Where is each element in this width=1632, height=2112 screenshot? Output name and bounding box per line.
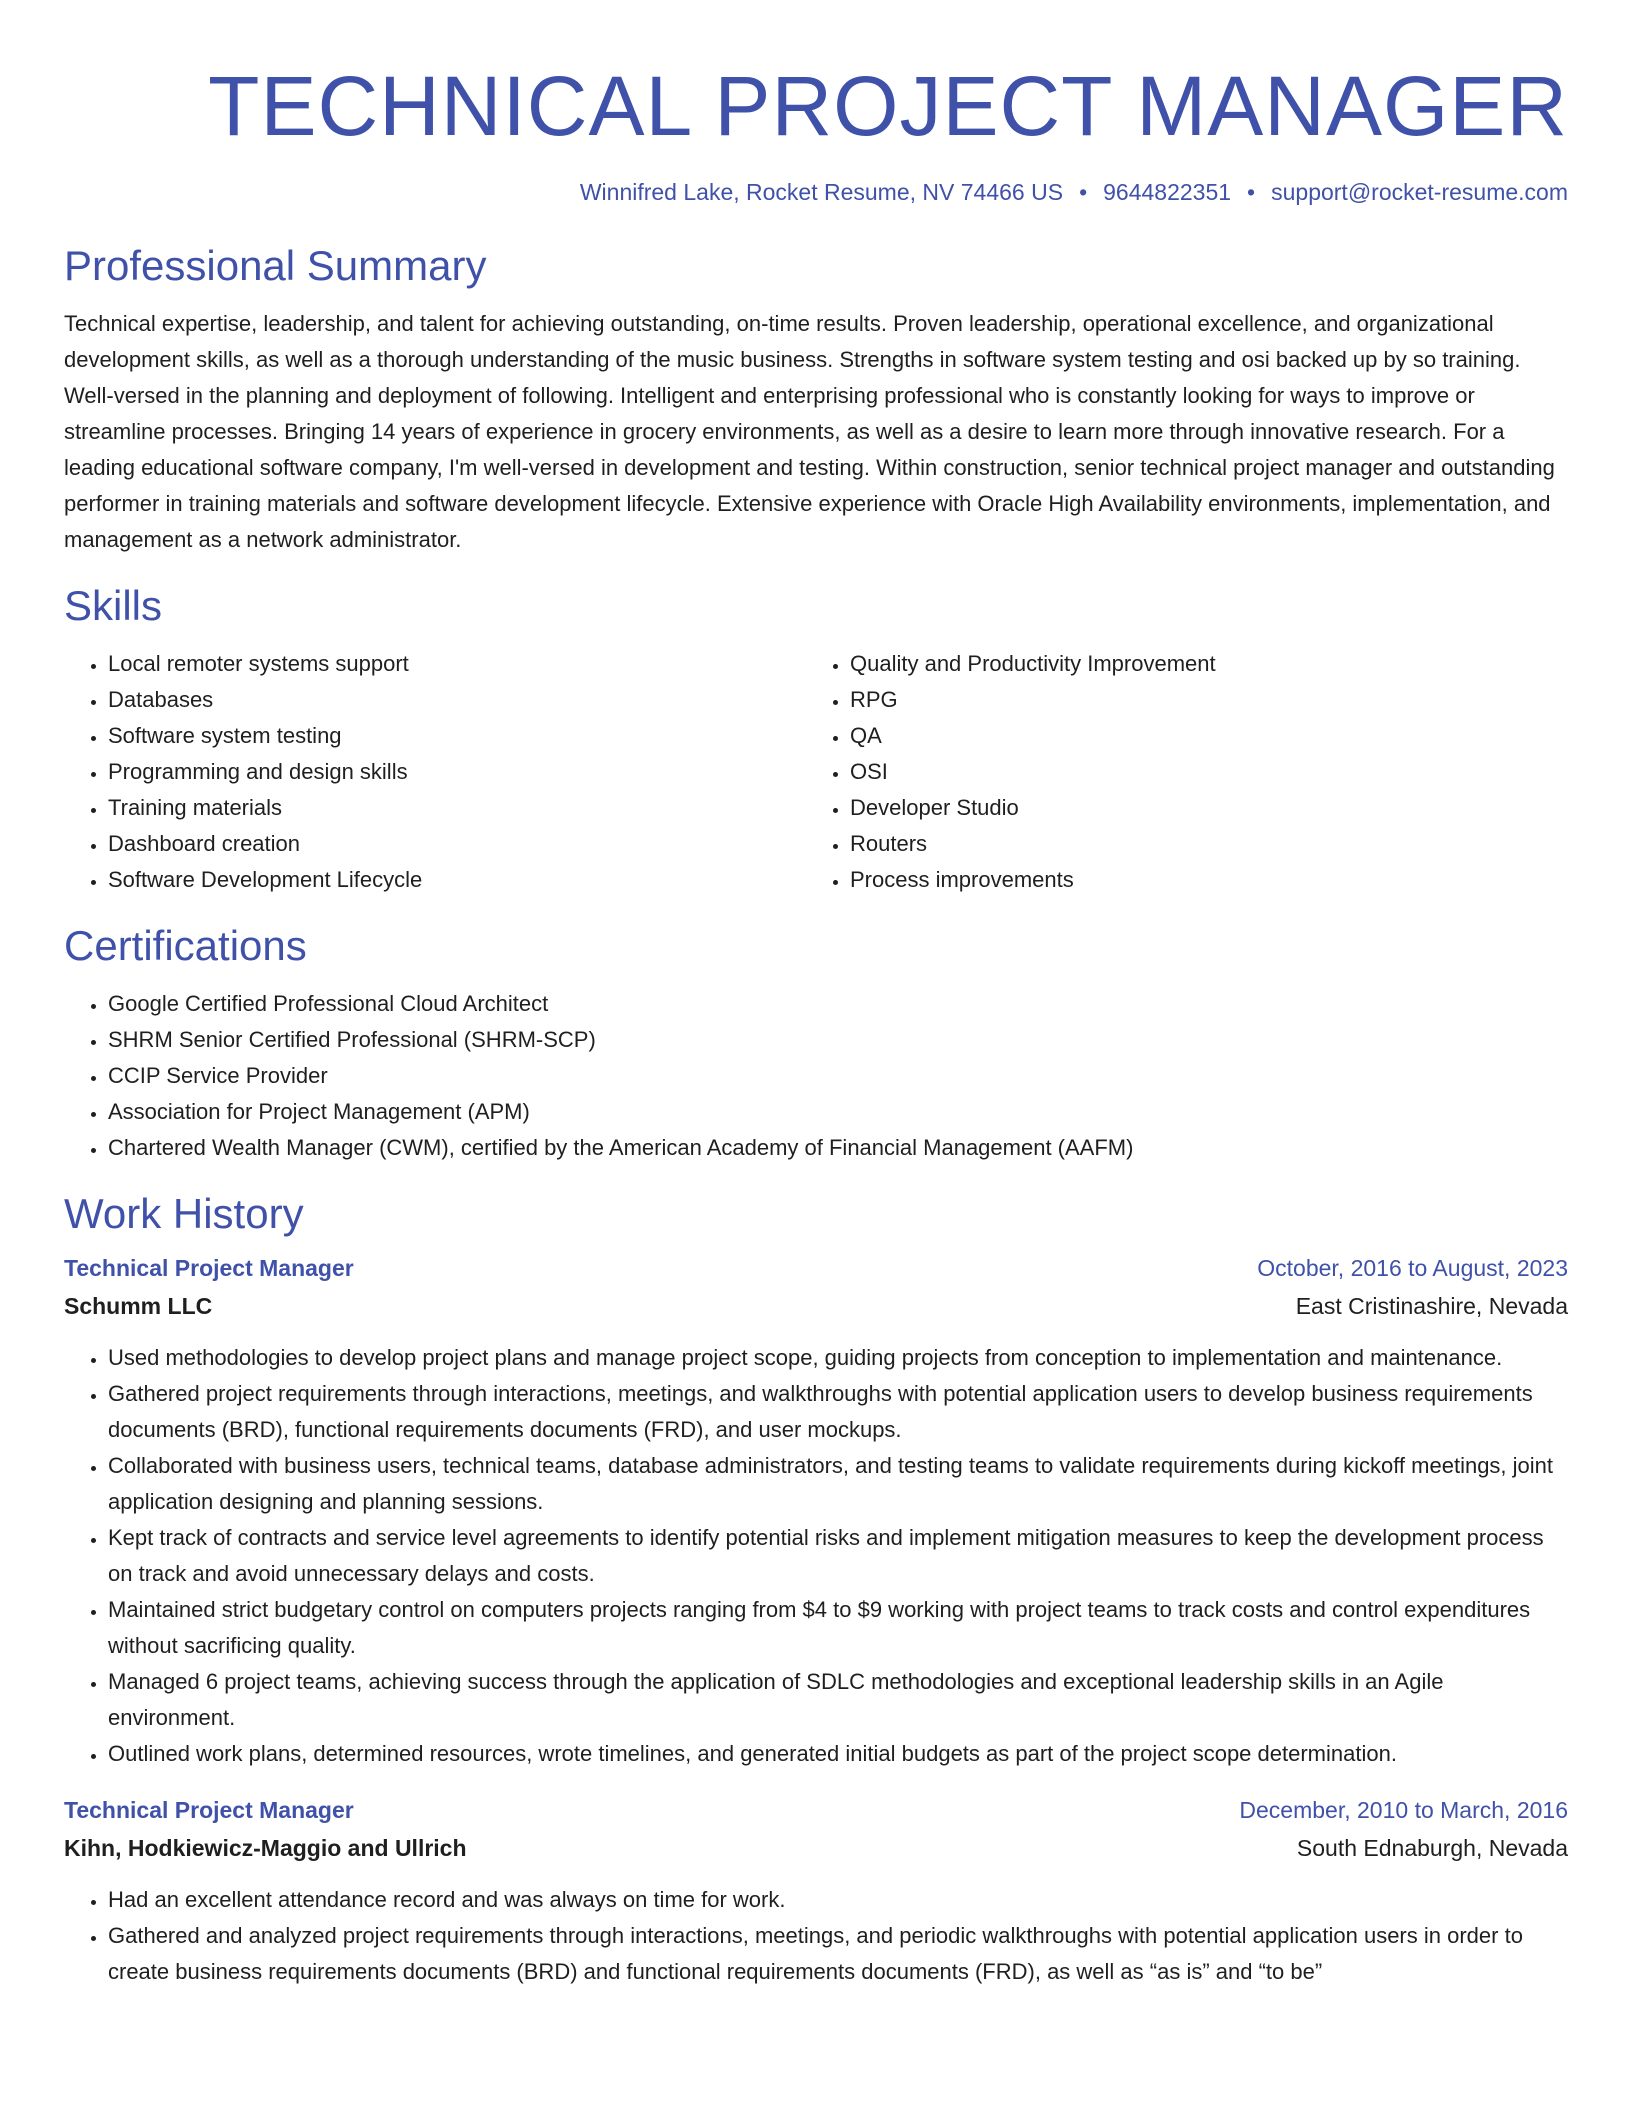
work-history-heading: Work History [64, 1190, 304, 1237]
skill-item: • QA [850, 718, 1548, 754]
resume-title: TECHNICAL PROJECT MANAGER [208, 59, 1568, 153]
skills-heading: Skills [64, 582, 163, 629]
job-title-row [64, 1250, 1568, 1286]
job-duty-item: • Had an excellent attendance record and was always on time for work. [108, 1882, 1568, 1918]
job-duty-item: • Used methodologies to develop project plans and manage project scope, guiding projects from conception to implementation and maintenance. [108, 1340, 1568, 1376]
job-company-row [64, 1830, 1568, 1866]
certifications-list [64, 986, 1568, 1166]
job-duty-item: • Maintained strict budgetary control on computers projects ranging from $4 to $9 working with project teams to track costs and control expenditures without sacrificing quality. [108, 1592, 1568, 1664]
skill-item: • Process improvements [850, 862, 1548, 898]
job-duty-item: • Outlined work plans, determined resources, wrote timelines, and generated initial budgets as part of the project scope determination. [108, 1736, 1568, 1772]
skill-item: • Routers [850, 826, 1548, 862]
job-dates: December, 2010 to March, 2016 [1239, 1797, 1568, 1823]
certification-item: • Chartered Wealth Manager (CWM), certified by the American Academy of Financial Management (AAFM) [108, 1130, 1568, 1166]
contact-separator: • [1247, 179, 1256, 205]
job-title-row [64, 1792, 1568, 1828]
skills-left-list [64, 646, 806, 898]
certification-item: • Association for Project Management (APM) [108, 1094, 1568, 1130]
skill-item: • Training materials [108, 790, 806, 826]
job-title: Technical Project Manager [64, 1255, 354, 1281]
certification-item: • Google Certified Professional Cloud Architect [108, 986, 1568, 1022]
contact-separator: • [1079, 179, 1088, 205]
skill-item: • Programming and design skills [108, 754, 806, 790]
skills-right-list [806, 646, 1548, 898]
job-location: South Ednaburgh, Nevada [1296, 1835, 1568, 1861]
job-entry [64, 1792, 1568, 1990]
skill-item: • Software Development Lifecycle [108, 862, 806, 898]
skill-item: • Local remoter systems support [108, 646, 806, 682]
skills-right-column [806, 646, 1548, 898]
job-company: Schumm LLC [64, 1293, 213, 1319]
skill-item: • RPG [850, 682, 1548, 718]
job-company-row [64, 1288, 1568, 1324]
contact-address: Winnifred Lake, Rocket Resume, NV 74466 US [579, 179, 1064, 205]
job-title: Technical Project Manager [64, 1797, 354, 1823]
resume-page [64, 0, 1568, 1990]
skills-columns [64, 646, 1568, 898]
work-history-list [64, 1250, 1568, 1990]
job-duties-list [64, 1882, 1568, 1990]
job-duty-item: • Gathered and analyzed project requirements through interactions, meetings, and periodic walkthroughs with potential application users in order to create business requirements documents (BRD) and functional requirements documents (FRD), as well as “as is” and “to be” [108, 1918, 1568, 1990]
summary-heading: Professional Summary [64, 242, 487, 289]
skill-item: • Databases [108, 682, 806, 718]
skill-item: • Developer Studio [850, 790, 1548, 826]
skill-item: • OSI [850, 754, 1548, 790]
job-duty-item: • Gathered project requirements through interactions, meetings, and walkthroughs with potential application users to develop business requirements documents (BRD), functional requirements documents (FRD), and user mockups. [108, 1376, 1568, 1448]
job-company: Kihn, Hodkiewicz-Maggio and Ullrich [64, 1835, 467, 1861]
job-dates: October, 2016 to August, 2023 [1257, 1255, 1568, 1281]
job-entry [64, 1250, 1568, 1772]
job-duties-list [64, 1340, 1568, 1772]
contact-line [64, 176, 1568, 208]
certifications-heading: Certifications [64, 922, 307, 969]
skill-item: • Software system testing [108, 718, 806, 754]
job-duty-item: • Collaborated with business users, technical teams, database administrators, and testing teams to validate requirements during kickoff meetings, joint application designing and planning sessions. [108, 1448, 1568, 1520]
job-duty-item: • Kept track of contracts and service level agreements to identify potential risks and implement mitigation measures to keep the development process on track and avoid unnecessary delays and costs. [108, 1520, 1568, 1592]
job-duty-item: • Managed 6 project teams, achieving success through the application of SDLC methodologies and exceptional leadership skills in an Agile environment. [108, 1664, 1568, 1736]
skill-item: • Dashboard creation [108, 826, 806, 862]
summary-text: Technical expertise, leadership, and talent for achieving outstanding, on-time results. Proven leadership, operational excellence, and organizational development skills, as well as a thorough understanding of the music business. Strengths in software system testing and osi backed up by so training. Well-versed in the planning and deployment of following. Intelligent and enterprising professional who is constantly looking for ways to improve or streamline processes. Bringing 14 years of experience in grocery environments, as well as a desire to learn more through innovative research. For a leading educational software company, I'm well-versed in development and testing. Within construction, senior technical project manager and outstanding performer in training materials and software development lifecycle. Extensive experience with Oracle High Availability environments, implementation, and management as a network administrator. [64, 311, 1555, 552]
certification-item: • SHRM Senior Certified Professional (SHRM-SCP) [108, 1022, 1568, 1058]
skill-item: • Quality and Productivity Improvement [850, 646, 1548, 682]
certification-item: • CCIP Service Provider [108, 1058, 1568, 1094]
skills-left-column [64, 646, 806, 898]
contact-email[interactable]: support@rocket-resume.com [1271, 179, 1568, 205]
contact-phone: 9644822351 [1103, 179, 1232, 205]
job-location: East Cristinashire, Nevada [1295, 1293, 1568, 1319]
